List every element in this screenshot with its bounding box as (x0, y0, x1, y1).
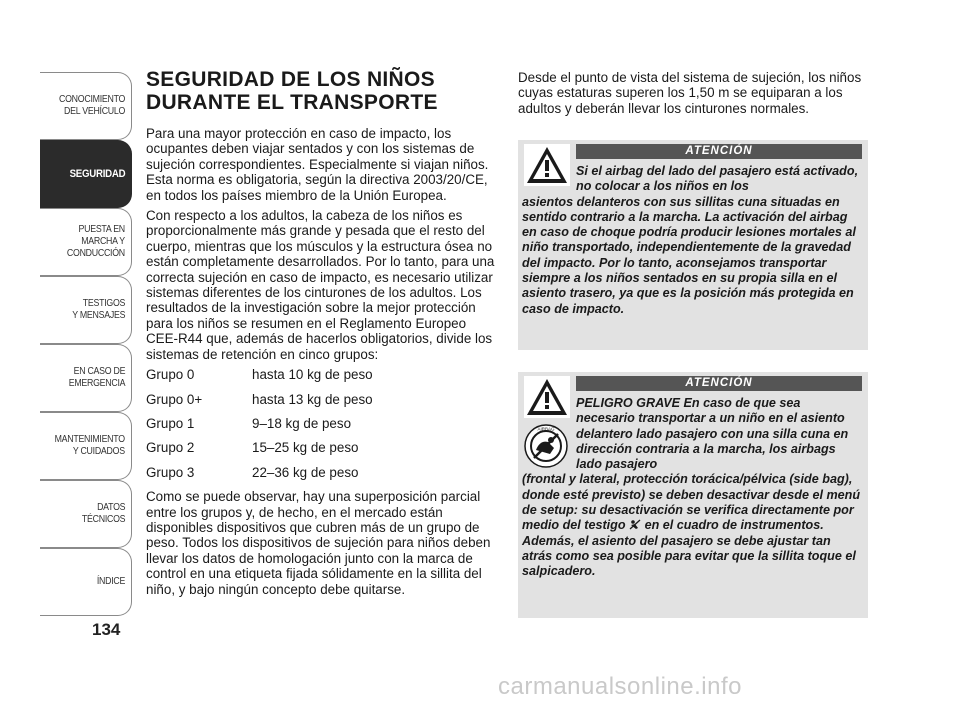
page-number: 134 (92, 620, 121, 639)
group-name: Grupo 1 (146, 415, 195, 431)
tab-label: DATOS TÉCNICOS (81, 502, 125, 525)
group-row (146, 392, 498, 407)
paragraph: Con respecto a los adultos, la cabeza de los niños es proporcionalmente más grande y pesada que el resto del cuerpo, mientras que los músculos y la estructura ósea no están completamente desarrollados. Por lo tanto, para una correcta sujeción en caso de impacto, es necesario utilizar sistemas diferentes de los cinturones de los adultos. Los resultados de la investigación sobre la mejor protección para los niños se resumen en el Reglamento Europeo CEE-R44 que, además de hacerlos obligatorios, divide los sistemas de retención en cinco grupos: (146, 208, 495, 362)
group-name: Grupo 3 (146, 464, 195, 480)
warning-text (522, 164, 862, 317)
tab-label: MANTENIMIENTO Y CUIDADOS (54, 434, 125, 457)
tab-conocimiento-del-vehiculo[interactable] (40, 72, 132, 140)
warning-lead: PELIGRO GRAVE En caso de que sea necesario transportar a un niño en el asiento delantero lado pasajero con una silla cuna en dirección contraria a la marcha, los airbags lado pasajero (576, 396, 849, 472)
watermark: carmanualsonline.info (498, 673, 742, 700)
paragraph: Para una mayor protección en caso de impacto, los ocupantes deben viajar sentados y con los sistemas de sujeción correspondientes. Especialmente si viajan niños. Esta norma es obligatoria, según la directiva 2003/20/CE, en todos los países miembro de la Unión Europea. (146, 126, 489, 203)
right-column (518, 70, 868, 116)
group-name: Grupo 0+ (146, 391, 203, 407)
group-name: Grupo 2 (146, 440, 195, 456)
airbag-label: AIRBAG (537, 426, 555, 432)
tab-label: SEGURIDAD (69, 168, 125, 180)
group-weight: hasta 10 kg de peso (252, 367, 373, 383)
section-nav (40, 72, 132, 618)
group-weight: 9–18 kg de peso (252, 415, 352, 431)
tab-label: PUESTA EN MARCHA Y CONDUCCIÓN (67, 224, 125, 259)
group-name: Grupo 0 (146, 367, 195, 383)
tab-seguridad[interactable] (40, 140, 132, 208)
warning-lead: Si el airbag del lado del pasajero está activado, no colocar a los niños en los (576, 164, 859, 194)
group-row (146, 440, 498, 455)
group-weight: hasta 13 kg de peso (252, 391, 373, 407)
group-row (146, 465, 498, 480)
group-weight: 15–25 kg de peso (252, 440, 359, 456)
tab-label: EN CASO DE EMERGENCIA (68, 366, 125, 389)
group-row (146, 416, 498, 431)
warning-text (522, 396, 862, 580)
intro-paragraph: Desde el punto de vista del sistema de sujeción, los niños cuyas estaturas superen los 1,50 m se equiparan a los adultos y deberán llevar los cinturones normales. (518, 70, 862, 116)
warning-box (518, 372, 868, 618)
group-weight: 22–36 kg de peso (252, 464, 359, 480)
paragraph: Como se puede observar, hay una superposición parcial entre los grupos y, de hecho, en el mercado están disponibles dispositivos que cubren más de un grupo de peso. Todos los dispositivos de sujeción para niños deben llevar los datos de homologación junto con la marca de control en una etiqueta fijada sólidamente en la sillita del niño, y bajo ningún concepto debe quitarse. (146, 489, 491, 597)
tab-puesta-en-marcha[interactable] (40, 208, 132, 276)
main-column (146, 68, 498, 602)
tab-mantenimiento[interactable] (40, 412, 132, 480)
warning-body: (frontal y lateral, protección torácica/pélvica (side bag), donde esté previsto) se deben desactivar desde el menú de setup: su desactivación se verifica directamente por medio del testigo (522, 472, 861, 533)
tab-testigos-y-mensajes[interactable] (40, 276, 132, 344)
group-list (146, 367, 498, 480)
group-row (146, 367, 498, 382)
warning-header: ATENCIÓN (576, 376, 862, 391)
tab-label: ÍNDICE (96, 576, 125, 587)
page-title: SEGURIDAD DE LOS NIÑOS DURANTE EL TRANSPORTE (146, 68, 438, 114)
warning-box (518, 140, 868, 350)
warning-body: asientos delanteros con sus sillitas cuna situadas en sentido contrario a la marcha. La activación del airbag en caso de choque podría producir lesiones mortales al niño transportado, independientemente de la gravedad del impacto. Por lo tanto, aconsejamos transportar siempre a los niños sentados en su propia silla en el asiento trasero, ya que es la posición más protegida en caso de impacto. (522, 194, 856, 316)
tab-en-caso-de-emergencia[interactable] (40, 344, 132, 412)
tab-label: CONOCIMIENTO DEL VEHÍCULO (58, 94, 125, 117)
tab-indice[interactable] (40, 548, 132, 616)
airbag-off-indicator-icon (629, 519, 641, 530)
warning-body: en el cuadro de instrumentos. Además, el asiento del pasajero se debe ajustar tan atrás como sea posible para evitar que la sillita toque el salpicadero. (522, 518, 856, 579)
tab-label: TESTIGOS Y MENSAJES (72, 298, 125, 321)
tab-datos-tecnicos[interactable] (40, 480, 132, 548)
warning-header: ATENCIÓN (576, 144, 862, 159)
